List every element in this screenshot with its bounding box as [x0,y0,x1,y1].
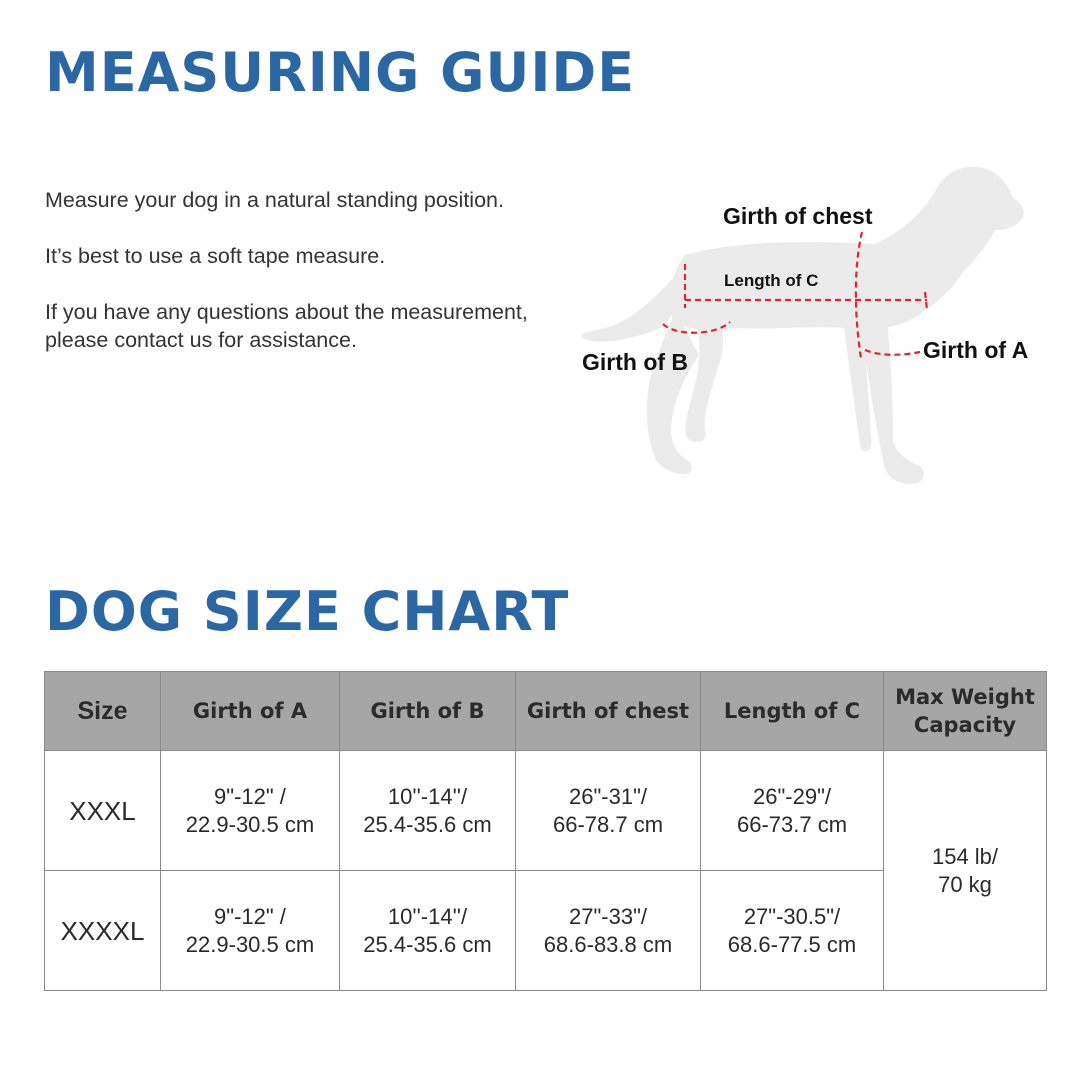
label-girth-of-a: Girth of A [923,337,1029,363]
girth-a-cell: 9"-12" / 22.9-30.5 cm [161,751,340,871]
size-cell: XXXL [45,751,161,871]
girth-b-cell: 10''-14''/ 25.4-35.6 cm [340,871,516,991]
instructions [45,186,585,382]
header-size: Size [45,672,161,751]
header-girth-b: Girth of B [340,672,516,751]
header-max-weight: Max Weight Capacity [884,672,1047,751]
girth-b-cell: 10''-14''/ 25.4-35.6 cm [340,751,516,871]
length-c-cell: 27"-30.5"/ 68.6-77.5 cm [701,871,884,991]
table-header-row [45,672,1047,751]
header-length-c: Length of C [701,672,884,751]
instruction-tape: It’s best to use a soft tape measure. [45,244,386,268]
header-girth-a: Girth of A [161,672,340,751]
label-girth-of-chest: Girth of chest [723,203,873,229]
max-weight-cell: 154 lb/ 70 kg [884,751,1047,991]
header-girth-chest: Girth of chest [516,672,701,751]
dog-measurement-diagram [575,160,1045,500]
length-c-cell: 26"-29"/ 66-73.7 cm [701,751,884,871]
size-cell: XXXXL [45,871,161,991]
label-length-of-c: Length of C [724,271,819,290]
chest-cell: 27"-33"/ 68.6-83.8 cm [516,871,701,991]
dog-size-chart-title: DOG SIZE CHART [45,580,570,643]
girth-a-cell: 9"-12" / 22.9-30.5 cm [161,871,340,991]
instruction-contact: If you have any questions about the measurement, please contact us for assistance. [45,300,528,352]
size-chart-table [44,671,1047,991]
instruction-standing: Measure your dog in a natural standing position. [45,188,504,212]
measuring-guide-title: MEASURING GUIDE [45,41,636,104]
chest-cell: 26"-31"/ 66-78.7 cm [516,751,701,871]
label-girth-of-b: Girth of B [582,349,689,375]
table-row [45,751,1047,871]
